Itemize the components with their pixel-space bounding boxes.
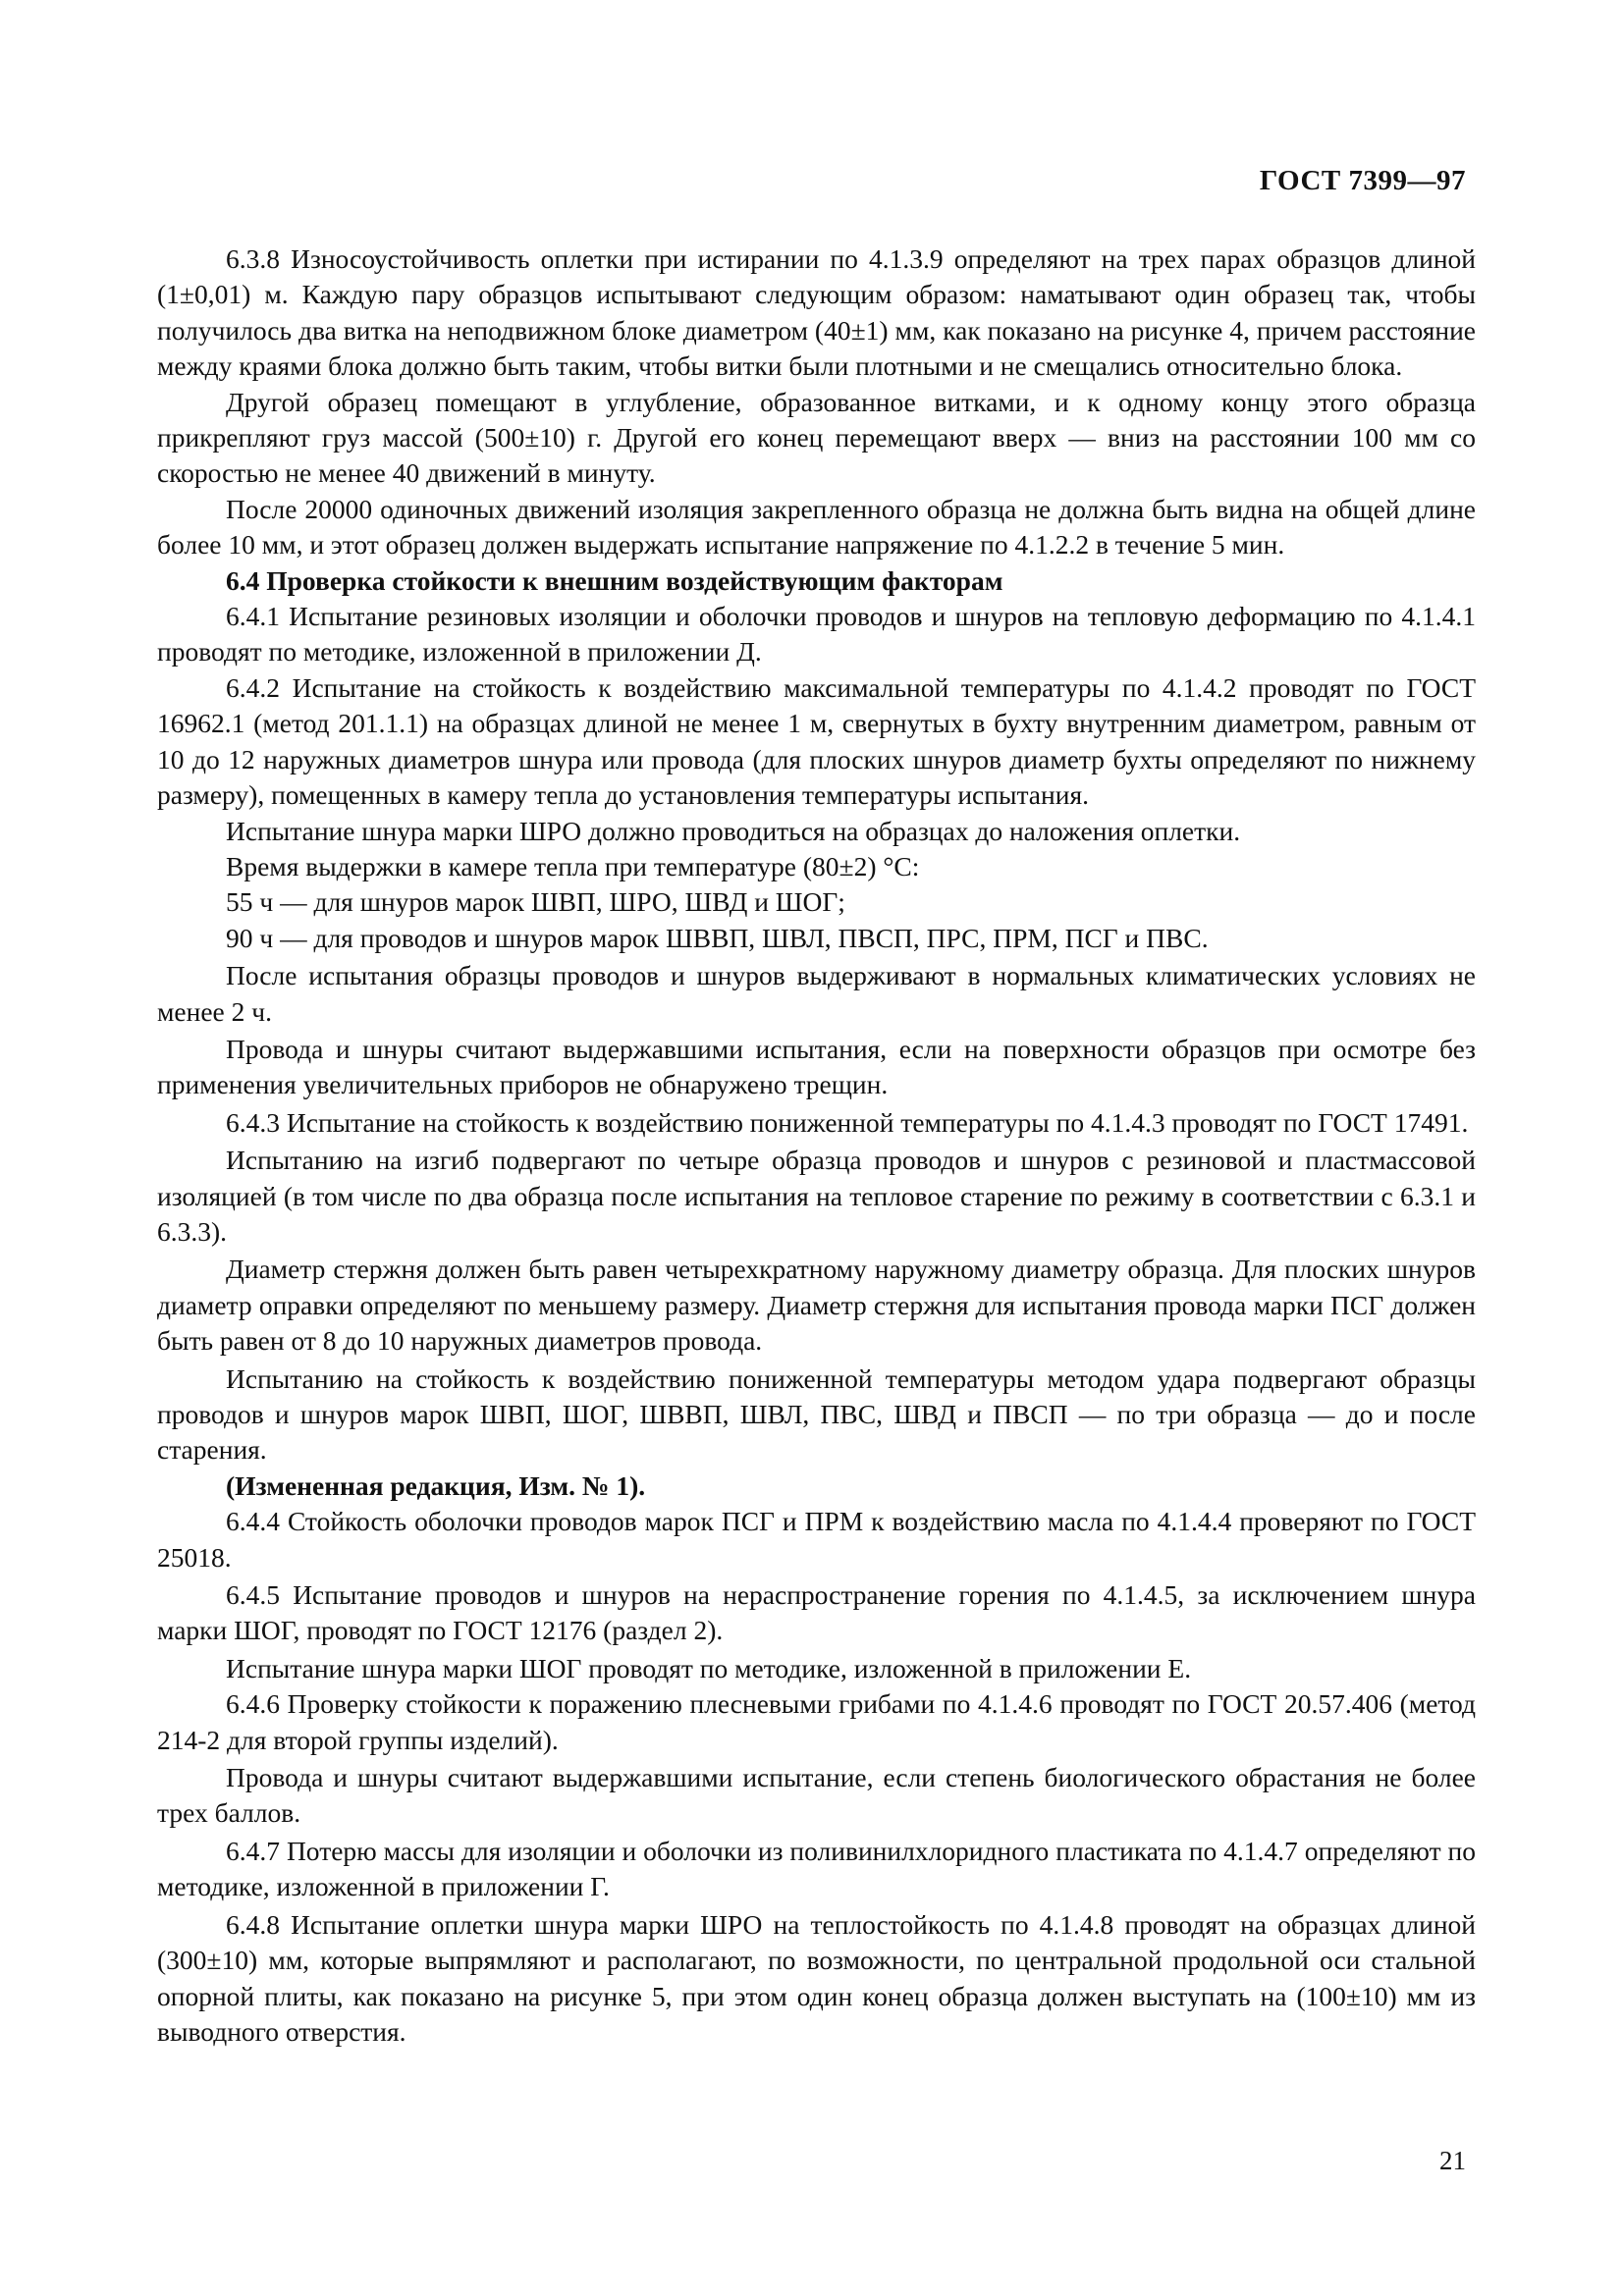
paragraph: Испытание шнура марки ШРО должно проводиться на образцах до наложения оплетки. <box>226 815 1241 846</box>
paragraph: Другой образец помещают в углубление, образованное витками, и к одному концу этого образца прикрепляют груз массой (500±10) г. Другой его конец перемещают вверх — вниз на расстоянии 100 мм со скоростью не менее 40 движений в минуту. <box>157 386 1476 489</box>
paragraph-6-4-5: 6.4.5 Испытание проводов и шнуров на нераспространение горения по 4.1.4.5, за исключением шнура марки ШОГ, проводят по ГОСТ 12176 (раздел 2). <box>157 1579 1476 1646</box>
paragraph: Диаметр стержня должен быть равен четырехкратному наружному диаметру образца. Для плоских шнуров диаметр оправки определяют по меньшему размеру. Диаметр стержня для испытания провода марки ПСГ должен быть равен от 8 до 10 наружных диаметров провода. <box>157 1254 1476 1357</box>
paragraph-6-4-8: 6.4.8 Испытание оплетки шнура марки ШРО на теплостойкость по 4.1.4.8 проводят на образцах длиной (300±10) мм, которые выпрямляют и располагают, по возможности, по центральной продольной оси стальной опорной плиты, как показано на рисунке 5, при этом один конец образца должен выступать на (100±10) мм из выводного отверстия. <box>157 1908 1476 2047</box>
list-item: 90 ч — для проводов и шнуров марок ШВВП, ШВЛ, ПВСП, ПРС, ПРМ, ПСГ и ПВС. <box>226 922 1209 953</box>
page-number: 21 <box>1439 2146 1466 2175</box>
paragraph-6-3-8: 6.3.8 Износоустойчивость оплетки при истирании по 4.1.3.9 определяют на трех парах образцов длиной (1±0,01) м. Каждую пару образцов испытывают следующим образом: наматывают один образец так, чтобы получилось два витка на неподвижном блоке диаметром (40±1) мм, как показано на рисунке 4, причем расстояние между краями блока должно быть таким, чтобы витки были плотными и не смещались относительно блока. <box>157 243 1476 382</box>
document-code-header: ГОСТ 7399—97 <box>1259 165 1466 196</box>
list-item: 55 ч — для шнуров марок ШВП, ШРО, ШВД и ШОГ; <box>226 886 845 918</box>
section-heading-6-4: 6.4 Проверка стойкости к внешним воздействующим факторам <box>226 564 1003 596</box>
paragraph-6-4-7: 6.4.7 Потерю массы для изоляции и оболочки из поливинилхлоридного пластиката по 4.1.4.7 определяют по методике, изложенной в приложении Г. <box>157 1835 1476 1902</box>
paragraph: Испытанию на изгиб подвергают по четыре образца проводов и шнуров с резиновой и пластмассовой изоляцией (в том числе по два образца после испытания на тепловое старение по режиму в соответствии с 6.3.1 и 6.3.3). <box>157 1145 1476 1247</box>
paragraph-6-4-4: 6.4.4 Стойкость оболочки проводов марок ПСГ и ПРМ к воздействию масла по 4.1.4.4 проверяют по ГОСТ 25018. <box>157 1506 1476 1573</box>
paragraph: После 20000 одиночных движений изоляция закрепленного образца не должна быть видна на общей длине более 10 мм, и этот образец должен выдержать испытание напряжение по 4.1.2.2 в течение 5 мин. <box>157 493 1476 561</box>
paragraph: Время выдержки в камере тепла при температуре (80±2) °С: <box>226 850 920 881</box>
document-body <box>157 241 1476 2050</box>
paragraph: Провода и шнуры считают выдержавшими испытание, если степень биологического обрастания не более трех баллов. <box>157 1762 1476 1829</box>
paragraph-6-4-1: 6.4.1 Испытание резиновых изоляции и оболочки проводов и шнуров на тепловую деформацию по 4.1.4.1 проводят по методике, изложенной в приложении Д. <box>157 601 1476 667</box>
paragraph: Провода и шнуры считают выдержавшими испытания, если на поверхности образцов при осмотре без применения увеличительных приборов не обнаружено трещин. <box>157 1033 1476 1100</box>
paragraph: Испытанию на стойкость к воздействию пониженной температуры методом удара подвергают образцы проводов и шнуров марок ШВП, ШОГ, ШВВП, ШВЛ, ПВС, ШВД и ПВСП — по три образца — до и после старения. <box>157 1362 1476 1466</box>
paragraph: Испытание шнура марки ШОГ проводят по методике, изложенной в приложении Е. <box>226 1652 1192 1683</box>
paragraph-6-4-6: 6.4.6 Проверку стойкости к поражению плесневыми грибами по 4.1.4.6 проводят по ГОСТ 20.57.406 (метод 214-2 для второй группы изделий). <box>157 1688 1476 1755</box>
paragraph-6-4-2: 6.4.2 Испытание на стойкость к воздействию максимальной температуры по 4.1.4.2 проводят по ГОСТ 16962.1 (метод 201.1.1) на образцах длиной не менее 1 м, свернутых в бухту внутренним диаметром, равным от 10 до 12 наружных диаметров шнура или провода (для плоских шнуров диаметр бухты определяют по нижнему размеру), помещенных в камеру тепла до установления температуры испытания. <box>157 671 1476 811</box>
paragraph-6-4-3: 6.4.3 Испытание на стойкость к воздействию пониженной температуры по 4.1.4.3 проводят по ГОСТ 17491. <box>226 1106 1469 1138</box>
amendment-note: (Измененная редакция, Изм. № 1). <box>226 1469 646 1501</box>
paragraph: После испытания образцы проводов и шнуров выдерживают в нормальных климатических условиях не менее 2 ч. <box>157 960 1476 1027</box>
